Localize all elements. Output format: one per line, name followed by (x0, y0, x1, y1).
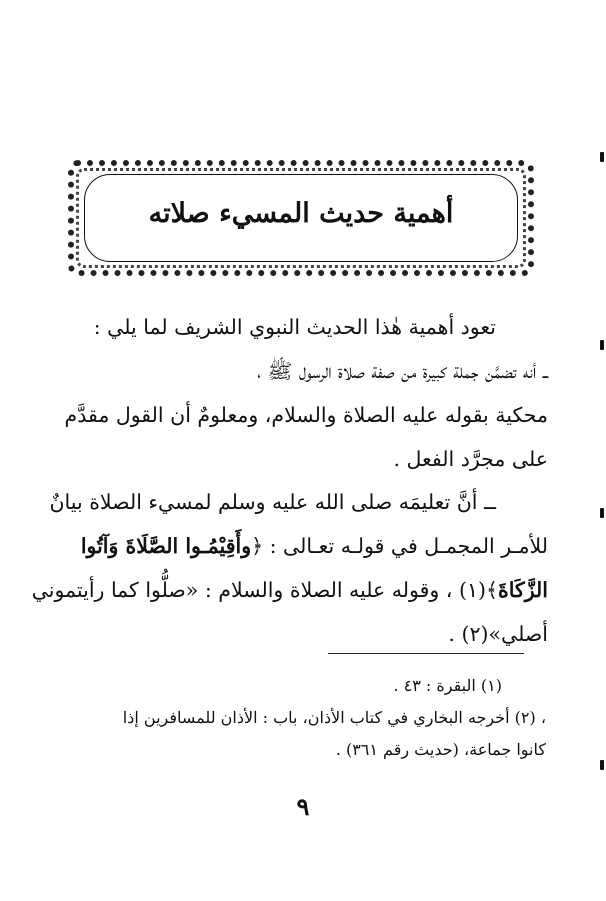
main-text (48, 305, 548, 481)
scan-artifact (600, 508, 604, 518)
footnotes (46, 670, 546, 766)
point2-line1: ــ أنَّ تعليمَه صلى الله عليه وسلم لمسيء الصلاة بيانٌ (49, 490, 496, 514)
title-frame (68, 160, 534, 276)
point2-line4: أصلي»(٢) . (448, 622, 548, 646)
point1-line1: ــ أنه تضمَّن جملة كبيرة من صفة صلاة الرسول ﷺ ، (257, 359, 548, 383)
scan-artifact (600, 340, 604, 350)
point2-text (31, 480, 548, 656)
point2-line2-plain: للأمـر المجمـل في قولـه تعـالى : ﴿ (251, 534, 548, 558)
quran-verse-part1: وأَقِيْمُـوا الصَّلَاةَ وَآتُوا (80, 534, 252, 558)
footnote-ref-1: ﴾(١) (458, 578, 498, 602)
page-number: ٩ (296, 792, 310, 821)
scan-artifact (600, 760, 604, 770)
scan-artifact (600, 152, 604, 162)
footnote-1: (١) البقرة : ٤٣ . (393, 676, 502, 695)
point2-line3-plain: ، وقوله عليه الصلاة والسلام : «صلُّوا كما رأيتموني (31, 578, 453, 602)
intro-line: تعود أهمية هٰذا الحديث النبوي الشريف لما يلي : (93, 315, 496, 339)
quran-verse-part2: الزَّكَاةَ (498, 578, 548, 602)
chapter-title: أهمية حديث المسيء صلاته (148, 198, 454, 229)
footnote-2-line1: ، (٢) أخرجه البخاري في كتاب الأذان، باب : الأذان للمسافرين إذا (122, 708, 546, 727)
point2-line2 (48, 524, 548, 568)
point1-line2: محكية بقوله عليه الصلاة والسلام، ومعلومٌ أن القول مقدَّم (64, 403, 548, 427)
point1-line3: على مجرَّد الفعل . (393, 447, 548, 471)
point2-line3 (31, 568, 548, 612)
footnote-2-line2: كانوا جماعة، (حديث رقم ٣٦١) . (335, 740, 546, 759)
footnote-separator (328, 653, 524, 654)
